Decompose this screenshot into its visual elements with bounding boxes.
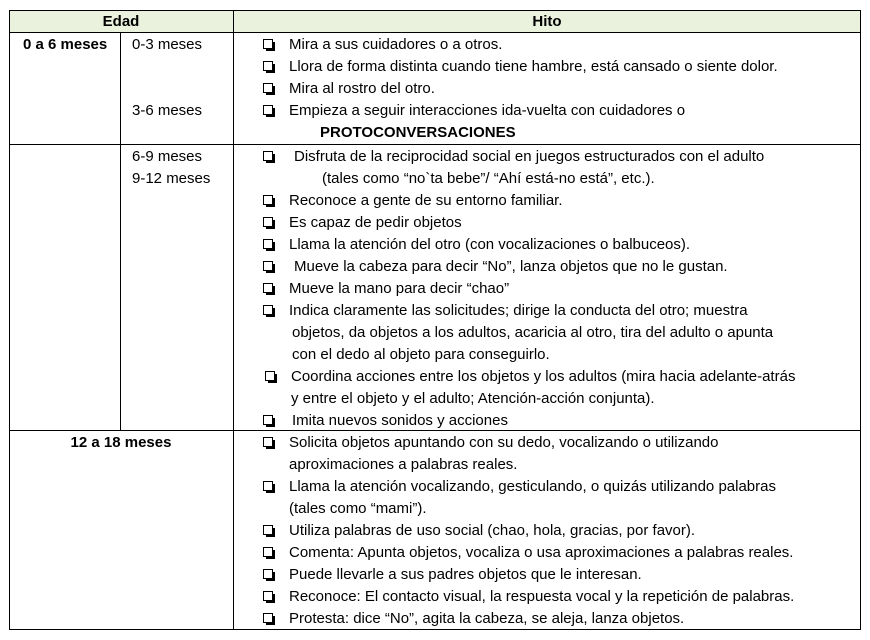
- milestone-item: Es capaz de pedir objetos: [289, 214, 462, 231]
- milestone-item: Indica claramente las solicitudes; dirige la conducta del otro; muestra: [289, 302, 748, 319]
- milestone-item: Disfruta de la reciprocidad social en juegos estructurados con el adulto: [294, 148, 765, 165]
- milestone-item-cont: objetos, da objetos a los adultos, acaricia al otro, tira del adulto o apunta: [292, 324, 774, 341]
- milestone-item: Coordina acciones entre los objetos y los adultos (mira hacia adelante-atrás: [291, 368, 796, 385]
- checkbox-icon: [263, 613, 273, 623]
- milestone-item: Llama la atención vocalizando, gesticulando, o quizás utilizando palabras: [289, 478, 776, 495]
- milestone-item-cont: (tales como “mami”).: [289, 500, 427, 517]
- checkbox-icon: [263, 305, 273, 315]
- divider-header: [9, 32, 861, 33]
- milestone-item-cont: (tales como “no`ta bebe”/ “Ahí está-no está”, etc.).: [322, 170, 655, 187]
- sub-age-3-6: 3-6 meses: [132, 102, 203, 119]
- checkbox-icon: [263, 217, 273, 227]
- checkbox-icon: [263, 239, 273, 249]
- checkbox-icon: [263, 437, 273, 447]
- border-top: [9, 10, 861, 11]
- milestone-item: Imita nuevos sonidos y acciones: [292, 412, 508, 429]
- age-group-0-6: 0 a 6 meses: [23, 36, 108, 53]
- sub-age-9-12: 9-12 meses: [132, 170, 211, 187]
- milestone-item: Mueve la cabeza para decir “No”, lanza objetos que no le gustan.: [294, 258, 728, 275]
- milestone-item: Puede llevarle a sus padres objetos que le interesan.: [289, 566, 642, 583]
- header-age: [9, 10, 233, 32]
- milestones-table: [9, 10, 861, 630]
- divider-subage-1: [120, 32, 121, 144]
- checkbox-icon: [263, 415, 273, 425]
- checkbox-icon: [265, 371, 275, 381]
- checkbox-icon: [263, 195, 273, 205]
- sub-age-0-3: 0-3 meses: [132, 36, 203, 53]
- milestone-item: Mira a sus cuidadores o a otros.: [289, 36, 503, 53]
- header-milestone-label: Hito: [532, 12, 562, 30]
- header-milestone: [233, 10, 861, 32]
- milestone-item: Protesta: dice “No”, agita la cabeza, se aleja, lanza objetos.: [289, 610, 685, 627]
- checkbox-icon: [263, 569, 273, 579]
- border-left: [9, 10, 10, 630]
- divider-subage-2: [120, 144, 121, 430]
- sub-age-6-9: 6-9 meses: [132, 148, 203, 165]
- milestone-item: Mueve la mano para decir “chao”: [289, 280, 510, 297]
- milestone-item: Solicita objetos apuntando con su dedo, vocalizando o utilizando: [289, 434, 719, 451]
- milestone-item: Llora de forma distinta cuando tiene hambre, está cansado o siente dolor.: [289, 58, 778, 75]
- milestone-item: Comenta: Apunta objetos, vocaliza o usa aproximaciones a palabras reales.: [289, 544, 794, 561]
- milestone-item-cont: y entre el objeto y el adulto; Atención-acción conjunta).: [291, 390, 655, 407]
- milestone-item: Reconoce: El contacto visual, la respuesta vocal y la repetición de palabras.: [289, 588, 795, 605]
- divider-age-milestone: [233, 10, 234, 630]
- milestone-item: Llama la atención del otro (con vocalizaciones o balbuceos).: [289, 236, 691, 253]
- milestone-item: Utiliza palabras de uso social (chao, hola, gracias, por favor).: [289, 522, 696, 539]
- age-group-12-18: 12 a 18 meses: [70, 434, 172, 451]
- header-age-label: Edad: [102, 12, 140, 30]
- milestone-item-cont: aproximaciones a palabras reales.: [289, 456, 518, 473]
- checkbox-icon: [263, 525, 273, 535]
- checkbox-icon: [263, 61, 273, 71]
- checkbox-icon: [263, 151, 273, 161]
- milestone-item: Reconoce a gente de su entorno familiar.: [289, 192, 563, 209]
- milestone-item: Mira al rostro del otro.: [289, 80, 435, 97]
- checkbox-icon: [263, 547, 273, 557]
- checkbox-icon: [263, 591, 273, 601]
- checkbox-icon: [263, 481, 273, 491]
- checkbox-icon: [263, 283, 273, 293]
- checkbox-icon: [263, 105, 273, 115]
- checkbox-icon: [263, 39, 273, 49]
- checkbox-icon: [263, 83, 273, 93]
- milestone-item-cont: con el dedo al objeto para conseguirlo.: [292, 346, 550, 363]
- divider-row-1: [9, 144, 861, 145]
- milestone-emphasis: PROTOCONVERSACIONES: [320, 124, 516, 141]
- checkbox-icon: [263, 261, 273, 271]
- border-right: [860, 10, 861, 630]
- milestone-item: Empieza a seguir interacciones ida-vuelta con cuidadores o: [289, 102, 686, 119]
